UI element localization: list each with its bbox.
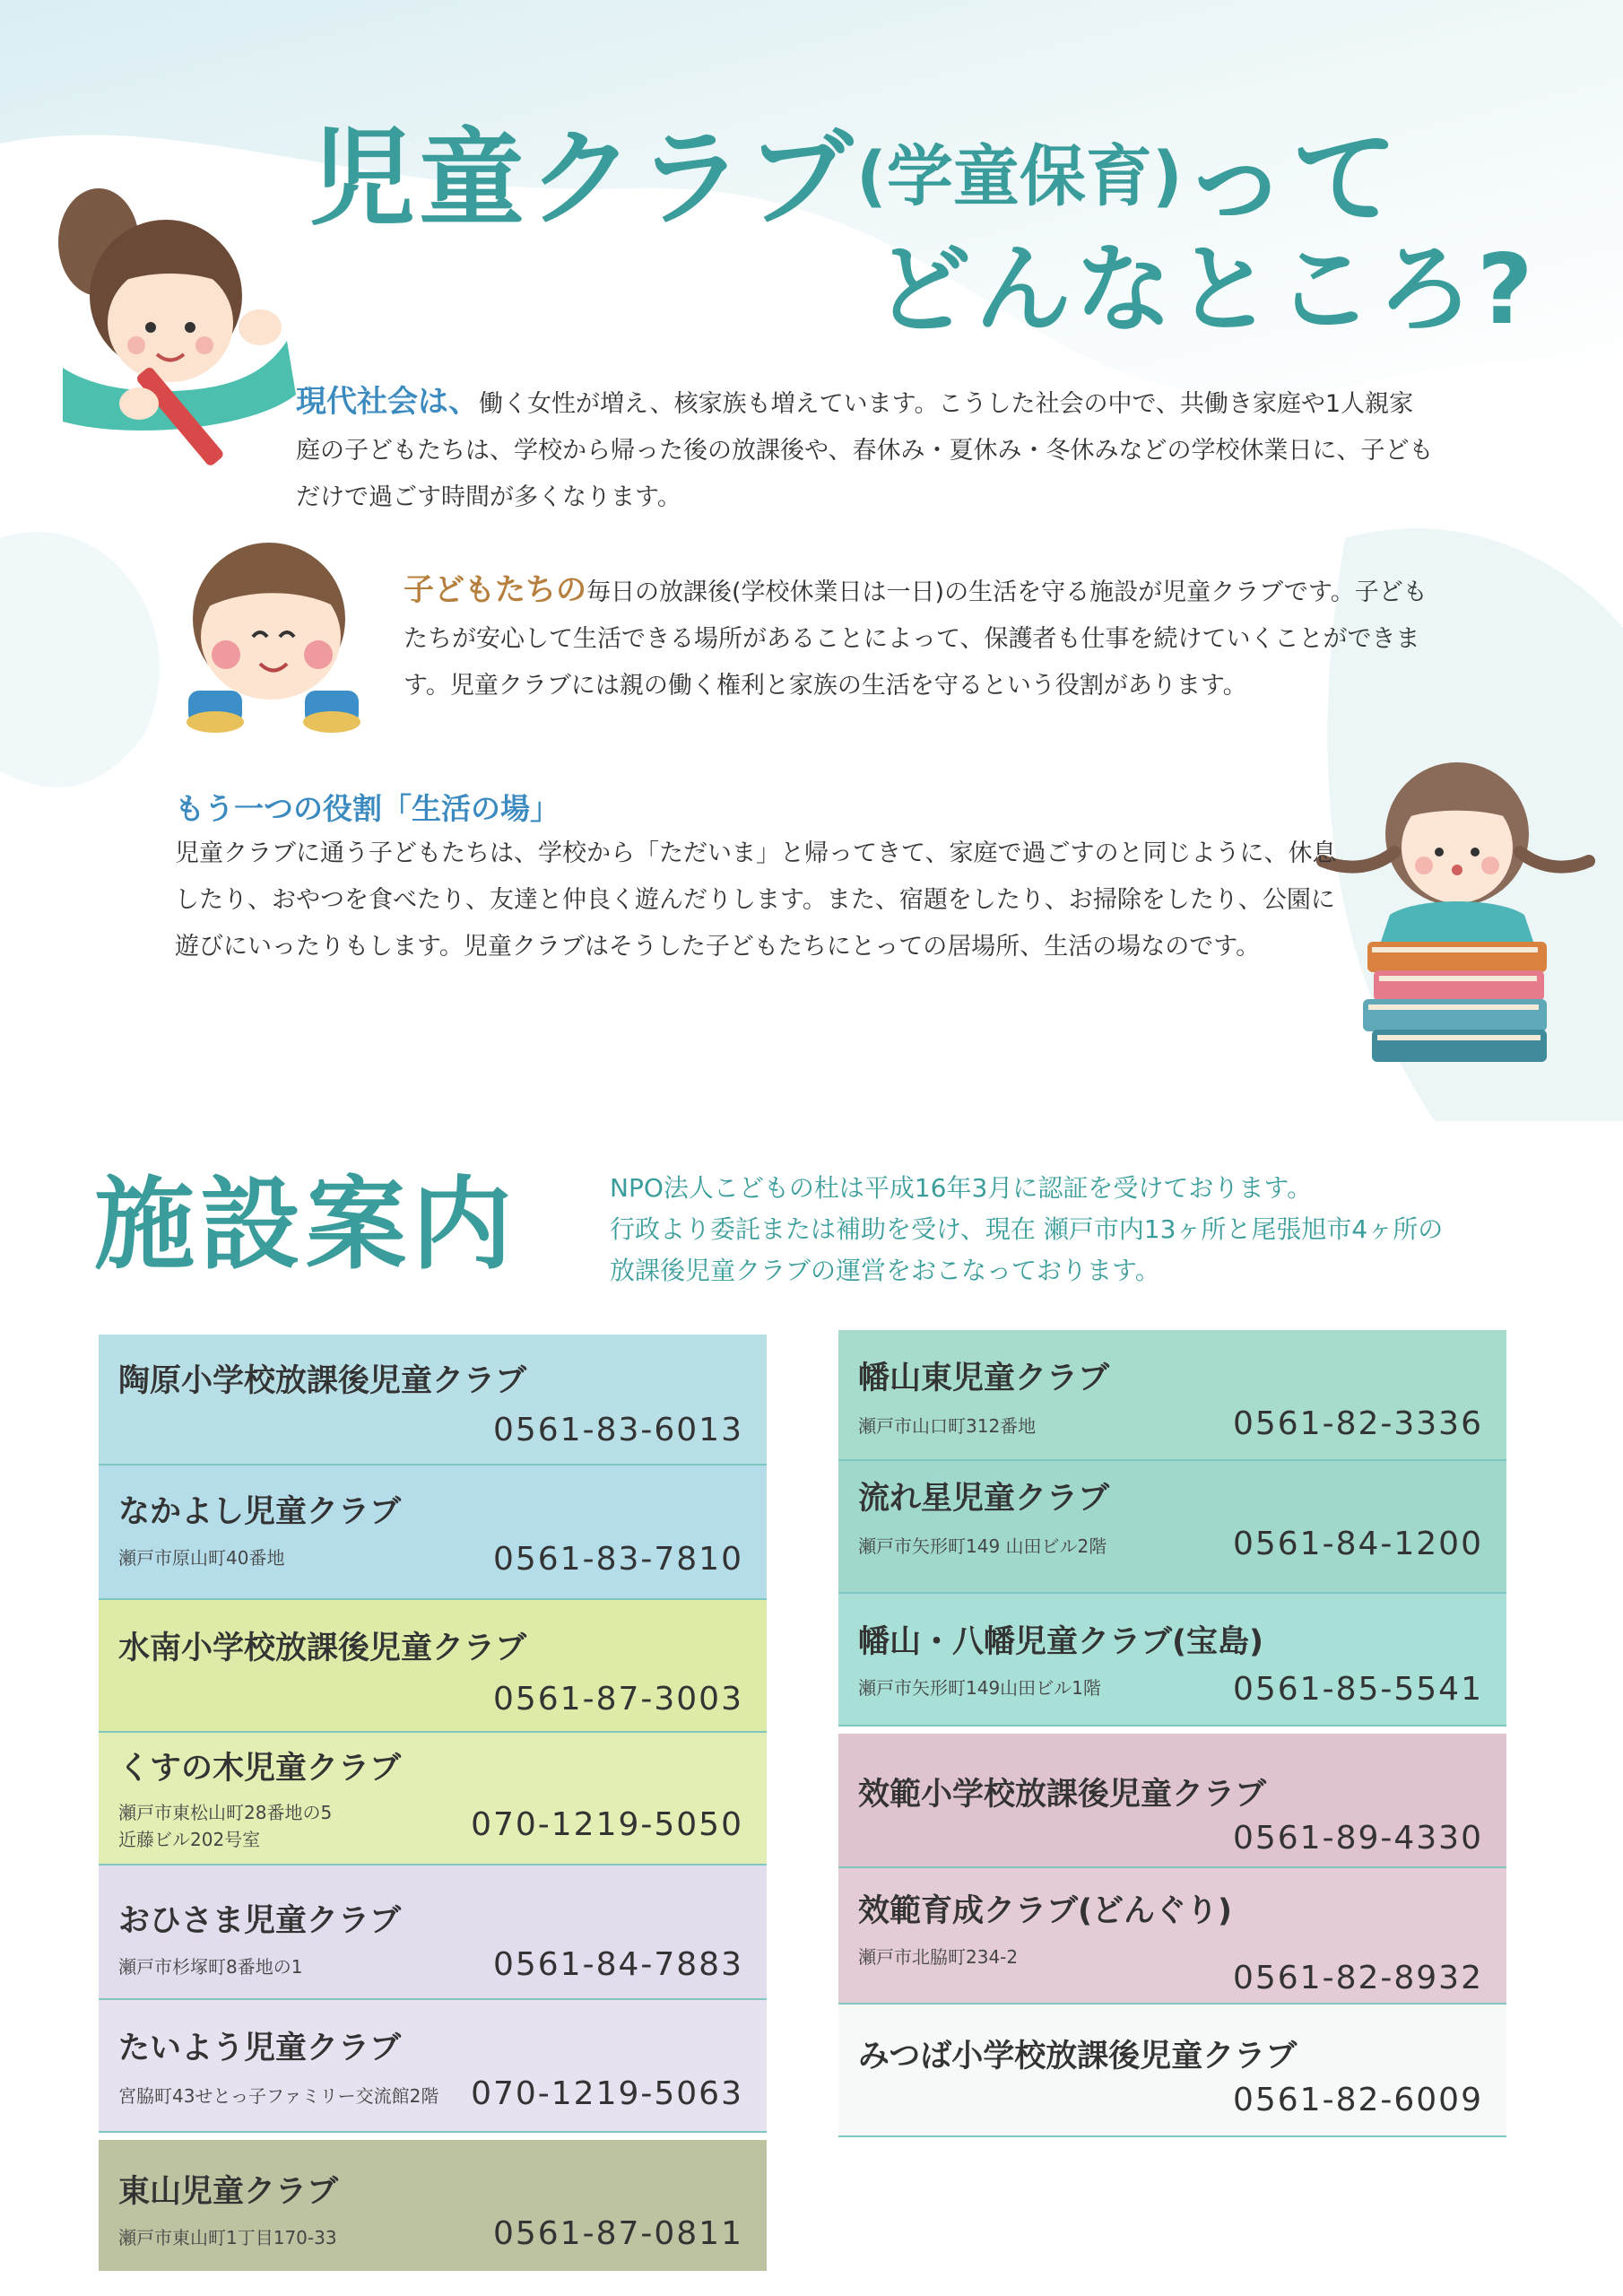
facility-name: たいよう児童クラブ <box>118 2031 402 2066</box>
intro-p2-lead: 子どもたちの <box>404 572 586 608</box>
facility-tel: 0561-82-8932 <box>1232 1960 1483 1996</box>
facility-name: おひさま児童クラブ <box>118 1903 402 1939</box>
facility-tel: 0561-83-7810 <box>492 1541 743 1578</box>
facility-tel: 0561-84-1200 <box>1232 1526 1483 1562</box>
facilities-desc-line-1: NPO法人こどもの杜は平成16年3月に認証を受けております。 <box>610 1173 1313 1203</box>
page-title-line2: どんなところ? <box>874 234 1537 346</box>
facility-tel: 0561-82-6009 <box>1232 2082 1483 2118</box>
facility-address: 瀬戸市杉塚町8番地の1 <box>118 1956 303 1978</box>
facility-card <box>99 2140 767 2271</box>
facility-name: 陶原小学校放課後児童クラブ <box>118 1363 527 1399</box>
girl-on-books-illustration <box>1309 735 1596 1076</box>
facility-card <box>838 1594 1506 1726</box>
title-paren: (学童保育) <box>856 138 1183 215</box>
facility-tel: 070-1219-5050 <box>471 1806 743 1843</box>
facility-name: なかよし児童クラブ <box>118 1494 402 1530</box>
facility-name: 幡山・八幡児童クラブ(宝島) <box>858 1624 1263 1660</box>
facilities-desc-line-3: 放課後児童クラブの運営をおこなっております。 <box>610 1256 1160 1285</box>
facility-card <box>838 1868 1506 2005</box>
facility-name: 東山児童クラブ <box>118 2174 339 2210</box>
facilities-description <box>610 1168 1542 1292</box>
page-title <box>309 117 1402 240</box>
facility-card <box>99 1335 767 1465</box>
facility-name: 水南小学校放課後児童クラブ <box>118 1631 527 1666</box>
facility-tel: 070-1219-5063 <box>471 2075 743 2112</box>
facility-tel: 0561-87-0811 <box>492 2215 743 2252</box>
facility-card <box>99 1733 767 1866</box>
facility-card <box>99 1866 767 2000</box>
facility-name: 流れ星児童クラブ <box>858 1481 1110 1517</box>
intro-p3-text: 児童クラブに通う子どもたちは、学校から「ただいま」と帰ってきて、家庭で過ごすのと同じように、休息したり、おやつを食べたり、友達と仲良く遊んだりします。また、宿題をしたり、お掃除をしたり、公園に遊びにいったりもします。児童クラブはそうした子どもたちにとっての居場所、生活の場なのです。 <box>175 839 1337 961</box>
facility-address: 瀬戸市矢形町149山田ビル1階 <box>858 1677 1101 1699</box>
facility-address: 瀬戸市北脇町234-2 <box>858 1946 1019 1968</box>
intro-p2-text: 毎日の放課後(学校休業日は一日)の生活を守る施設が児童クラブです。子どもたちが安心して生活できる場所があることによって、保護者も仕事を続けていくことができます。児童クラブには親の働く権利と家族の生活を守るという役割があります。 <box>404 578 1428 700</box>
girl-with-pencil-illustration <box>36 161 305 466</box>
intro-p1-lead: 現代社会は、 <box>296 384 479 420</box>
facility-name: くすの木児童クラブ <box>118 1751 402 1787</box>
facility-list-right <box>838 1330 1506 2137</box>
facility-tel: 0561-83-6013 <box>492 1412 743 1448</box>
title-tail: って <box>1182 117 1402 240</box>
title-main: 児童クラブ <box>309 117 857 240</box>
facilities-heading: 施設案内 <box>94 1167 517 1283</box>
facility-card <box>99 1465 767 1600</box>
facility-card <box>838 2005 1506 2137</box>
facility-tel: 0561-89-4330 <box>1232 1820 1483 1857</box>
facility-list-left <box>99 1335 767 2271</box>
facility-address: 瀬戸市山口町312番地 <box>858 1415 1037 1437</box>
facility-card <box>99 2000 767 2133</box>
facility-name: 效範育成クラブ(どんぐり) <box>858 1893 1232 1929</box>
intro-paragraph-1 <box>296 378 1435 521</box>
facility-address: 瀬戸市東松山町28番地の5 <box>118 1802 333 1823</box>
facility-address: 瀬戸市東山町1丁目170-33 <box>118 2227 337 2248</box>
intro-paragraph-2 <box>404 567 1444 709</box>
facility-card <box>838 1461 1506 1594</box>
facility-tel: 0561-82-3336 <box>1232 1405 1483 1442</box>
facilities-desc-line-2: 行政より委託または補助を受け、現在 瀬戸市内13ヶ所と尾張旭市4ヶ所の <box>610 1214 1444 1244</box>
facility-tel: 0561-85-5541 <box>1232 1671 1483 1708</box>
boy-illustration <box>170 538 377 735</box>
facility-address: 瀬戸市矢形町149 山田ビル2階 <box>858 1535 1107 1557</box>
intro-p1-text: 働く女性が増え、核家族も増えています。こうした社会の中で、共働き家庭や1人親家庭の子どもたちは、学校から帰った後の放課後や、春休み・夏休み・冬休みなどの学校休業日に、子どもだけで過ごす時間が多くなります。 <box>296 390 1434 511</box>
facility-card <box>99 1600 767 1733</box>
facility-card <box>838 1330 1506 1461</box>
facility-address: 瀬戸市原山町40番地 <box>118 1547 285 1569</box>
facility-address: 宮脇町43せとっ子ファミリー交流館2階 <box>118 2085 439 2107</box>
facility-name: みつば小学校放課後児童クラブ <box>858 2039 1298 2074</box>
facility-name: 幡山東児童クラブ <box>858 1361 1110 1396</box>
intro-p3-heading: もう一つの役割「生活の場」 <box>175 791 560 826</box>
facility-name: 效範小学校放課後児童クラブ <box>858 1777 1267 1813</box>
facility-tel: 0561-84-7883 <box>492 1946 743 1983</box>
facility-card <box>838 1734 1506 1868</box>
facility-tel: 0561-87-3003 <box>492 1681 743 1718</box>
facility-address-line-2: 近藤ビル202号室 <box>118 1829 261 1850</box>
